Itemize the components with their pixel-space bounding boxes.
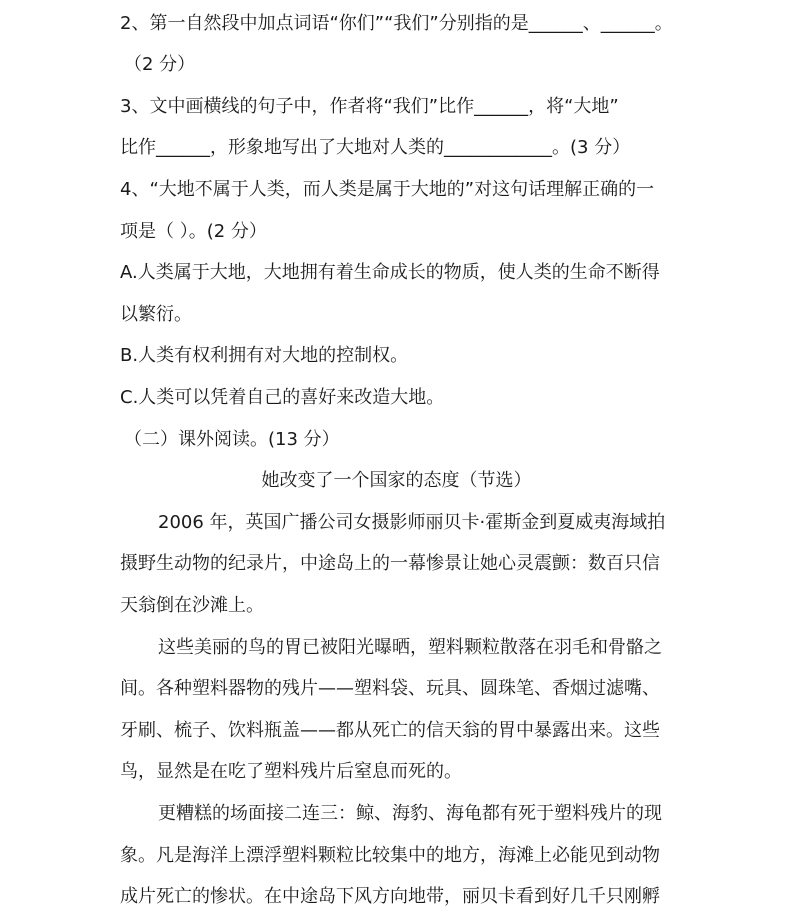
question-3-line-2: 比作______，形象地写出了大地对人类的____________。(3 分） (120, 137, 631, 158)
paragraph-3-line-1: 更糟糕的场面接二连三：鲸、海豹、海龟都有死于塑料残片的现 (158, 803, 662, 824)
question-2-score: （2 分） (124, 54, 196, 75)
paragraph-2-line-1: 这些美丽的鸟的胃已被阳光曝晒，塑料颗粒散落在羽毛和骨骼之 (158, 637, 662, 658)
paragraph-2-line-4: 鸟，显然是在吃了塑料残片后窒息而死的。 (120, 761, 462, 782)
question-2-text: 2、第一自然段中加点词语“你们”“我们”分别指的是______、______。 (120, 13, 673, 34)
paragraph-2-line-3: 牙刷、梳子、饮料瓶盖——都从死亡的信天翁的胃中暴露出来。这些 (120, 720, 660, 741)
paragraph-3-line-3: 成片死亡的惨状。在中途岛下风方向地带，丽贝卡看到好几千只刚孵 (120, 886, 660, 907)
section-heading: （二）课外阅读。(13 分） (124, 429, 340, 450)
passage-title: 她改变了一个国家的态度（节选） (261, 470, 532, 491)
paragraph-1-line-3: 天翁倒在沙滩上。 (120, 595, 264, 616)
option-a-line-1: A.人类属于大地，大地拥有着生命成长的物质，使人类的生命不断得 (120, 262, 660, 283)
question-4-line-2: 项是（ ）。(2 分） (120, 221, 267, 242)
paragraph-3-line-2: 象。凡是海洋上漂浮塑料颗粒比较集中的地方，海滩上必能见到动物 (120, 845, 660, 866)
option-b: B.人类有权利拥有对大地的控制权。 (120, 345, 409, 366)
paragraph-2-line-2: 间。各种塑料器物的残片——塑料袋、玩具、圆珠笔、香烟过滤嘴、 (120, 678, 660, 699)
paragraph-1-line-1: 2006 年，英国广播公司女摄影师丽贝卡·霍斯金到夏威夷海域拍 (158, 512, 666, 533)
paragraph-1-line-2: 摄野生动物的纪录片，中途岛上的一幕惨景让她心灵震颤：数百只信 (120, 553, 660, 574)
question-4-line-1: 4、“大地不属于人类，而人类是属于大地的”对这句话理解正确的一 (120, 179, 655, 200)
question-3-line-1: 3、文中画横线的句子中，作者将“我们”比作______，将“大地” (120, 96, 619, 117)
option-c: C.人类可以凭着自己的喜好来改造大地。 (120, 387, 445, 408)
option-a-line-2: 以繁衍。 (120, 304, 192, 325)
